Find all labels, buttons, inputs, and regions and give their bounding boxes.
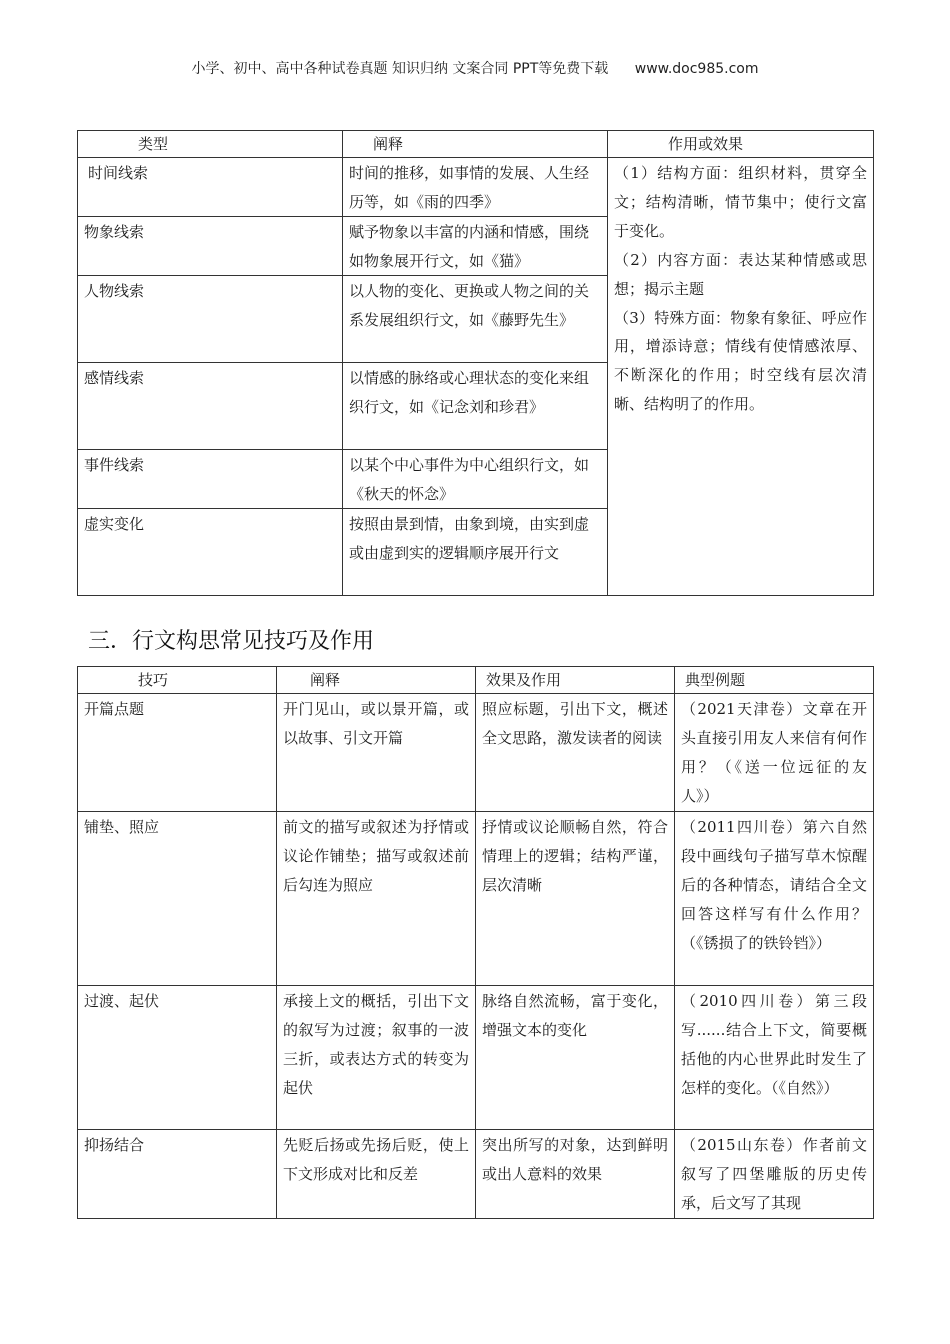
- explanation-cell: 以人物的变化、更换或人物之间的关系发展组织行文，如《藤野先生》: [343, 276, 608, 363]
- explanation-cell: 时间的推移，如事情的发展、人生经历等，如《雨的四季》: [343, 158, 608, 217]
- effect-cell: 抒情或议论顺畅自然，符合情理上的逻辑；结构严谨，层次清晰: [476, 812, 675, 986]
- explanation-cell: 承接上文的概括，引出下文的叙写为过渡；叙事的一波三折，或表达方式的转变为起伏: [277, 986, 476, 1130]
- effect-cell: 脉络自然流畅，富于变化，增强文本的变化: [476, 986, 675, 1130]
- techniques-table: [77, 666, 874, 1219]
- technique-cell: 过渡、起伏: [78, 986, 277, 1130]
- type-cell: 感情线索: [78, 363, 343, 450]
- table-row: [78, 158, 874, 217]
- effect-cell: 照应标题，引出下文，概述全文思路，激发读者的阅读: [476, 694, 675, 812]
- table-row: [78, 812, 874, 986]
- type-cell: 事件线索: [78, 450, 343, 509]
- table-header-row: [78, 667, 874, 694]
- page-header: [0, 58, 950, 78]
- explanation-cell: 先贬后扬或先扬后贬，使上下文形成对比和反差: [277, 1130, 476, 1219]
- type-cell: 人物线索: [78, 276, 343, 363]
- example-cell: （2010四川卷）第三段写......结合上下文，简要概括他的内心世界此时发生了怎样的变化。（《自然》）: [675, 986, 874, 1130]
- explanation-cell: 以某个中心事件为中心组织行文，如《秋天的怀念》: [343, 450, 608, 509]
- example-cell: （2015山东卷）作者前文叙写了四堡雕版的历史传承，后文写了其现: [675, 1130, 874, 1219]
- column-header-effect: 作用或效果: [608, 131, 874, 158]
- column-header-example: 典型例题: [675, 667, 874, 694]
- type-cell: 时间线索: [78, 158, 343, 217]
- explanation-cell: 赋予物象以丰富的内涵和情感，围绕如物象展开行文，如《猫》: [343, 217, 608, 276]
- explanation-cell: 前文的描写或叙述为抒情或议论作铺垫；描写或叙述前后勾连为照应: [277, 812, 476, 986]
- section-heading: 三．行文构思常见技巧及作用: [88, 629, 375, 654]
- effect-cell: [608, 158, 874, 596]
- column-header-effect: 效果及作用: [476, 667, 675, 694]
- explanation-cell: 按照由景到情，由象到境，由实到虚或由虚到实的逻辑顺序展开行文: [343, 509, 608, 596]
- table-row: [78, 986, 874, 1130]
- column-header-technique: 技巧: [78, 667, 277, 694]
- explanation-cell: 以情感的脉络或心理状态的变化来组织行文，如《记念刘和珍君》: [343, 363, 608, 450]
- table-header-row: [78, 131, 874, 158]
- technique-cell: 开篇点题: [78, 694, 277, 812]
- type-cell: 物象线索: [78, 217, 343, 276]
- example-cell: （2021天津卷）文章在开头直接引用友人来信有何作用？（《送一位远征的友人》）: [675, 694, 874, 812]
- example-cell: （2011四川卷）第六自然段中画线句子描写草木惊醒后的各种情态，请结合全文回答这样写有什么作用？（《锈损了的铁铃铛》）: [675, 812, 874, 986]
- column-header-type: 类型: [78, 131, 343, 158]
- table-row: [78, 1130, 874, 1219]
- column-header-explanation: 阐释: [343, 131, 608, 158]
- technique-cell: 抑扬结合: [78, 1130, 277, 1219]
- effect-content: （2）内容方面：表达某种情感或思想；揭示主题: [614, 250, 867, 298]
- effect-special: （3）特殊方面：物象有象征、呼应作用，增添诗意；情线有使情感浓厚、不断深化的作用；时空线有层次清晰、结构明了的作用。: [614, 308, 867, 414]
- table-row: [78, 694, 874, 812]
- effect-structure: （1）结构方面：组织材料，贯穿全文；结构清晰，情节集中；使行文富于变化。: [614, 164, 867, 240]
- header-url[interactable]: www.doc985.com: [634, 61, 759, 77]
- effect-cell: 突出所写的对象，达到鲜明或出人意料的效果: [476, 1130, 675, 1219]
- explanation-cell: 开门见山，或以景开篇，或以故事、引文开篇: [277, 694, 476, 812]
- type-cell: 虚实变化: [78, 509, 343, 596]
- header-text: 小学、初中、高中各种试卷真题 知识归纳 文案合同 PPT等免费下载: [191, 61, 609, 77]
- technique-cell: 铺垫、照应: [78, 812, 277, 986]
- column-header-explanation: 阐释: [277, 667, 476, 694]
- clue-types-table: [77, 130, 874, 596]
